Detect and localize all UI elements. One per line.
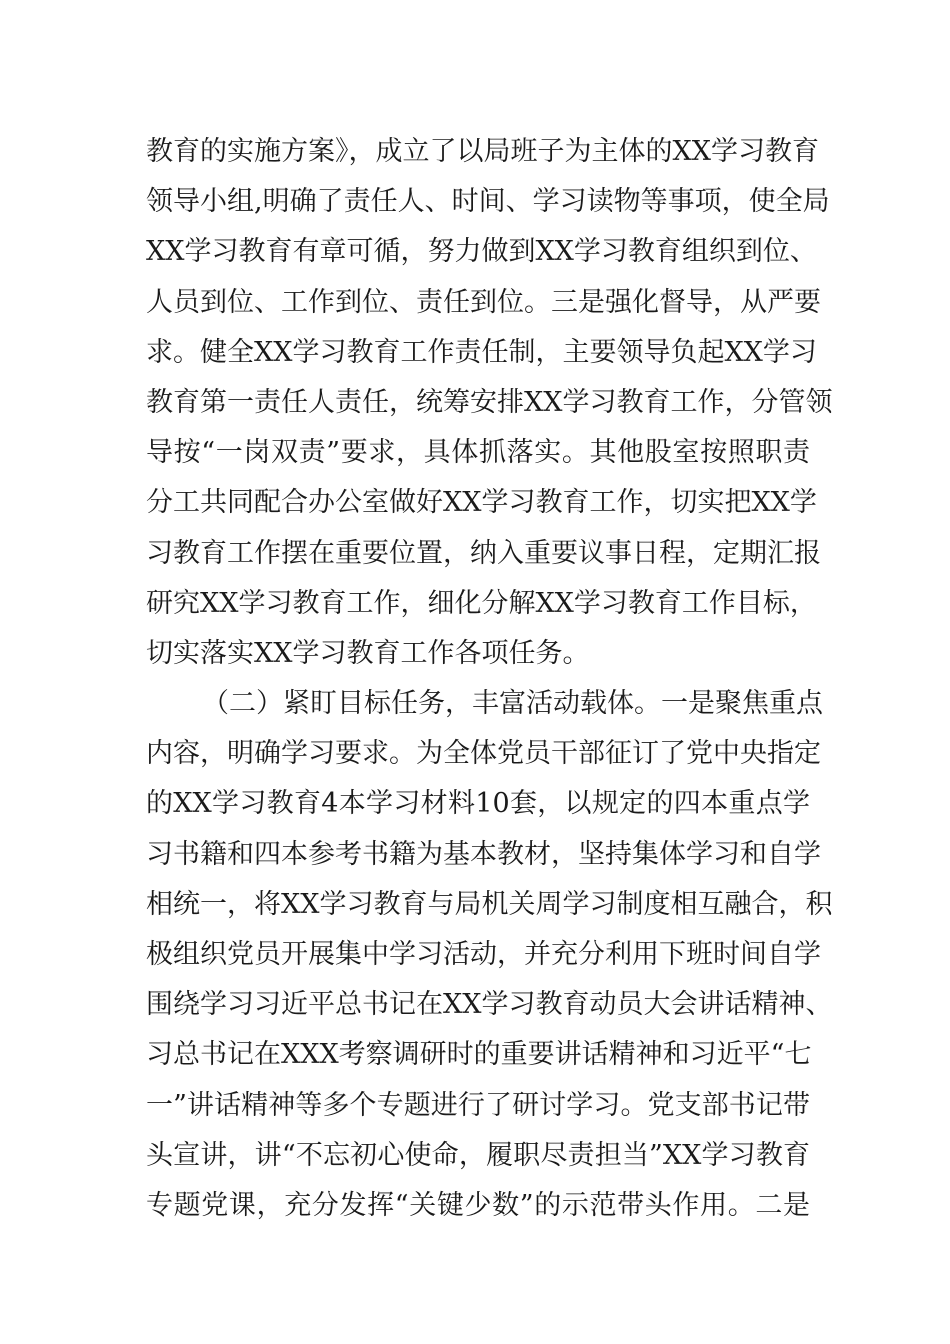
text-line: XX学习教育有章可循，努力做到XX学习教育组织到位、 xyxy=(146,236,817,268)
text-line: 习教育工作摆在重要位置，纳入重要议事日程，定期汇报 xyxy=(146,537,821,569)
text-line: 习书籍和四本参考书籍为基本教材，坚持集体学习和自学 xyxy=(146,838,821,870)
text-line: 围绕学习习近平总书记在XX学习教育动员大会讲话精神、 xyxy=(146,989,833,1021)
text-line: 研究XX学习教育工作，细化分解XX学习教育工作目标， xyxy=(146,587,817,619)
text-line: 切实落实XX学习教育工作各项任务。 xyxy=(146,637,590,669)
paragraph-2 xyxy=(146,679,833,1231)
text-line: 分工共同配合办公室做好XX学习教育工作，切实把XX学 xyxy=(146,487,817,519)
text-line: 相统一，将XX学习教育与局机关周学习制度相互融合，积 xyxy=(146,888,833,920)
text-line: （二）紧盯目标任务，丰富活动载体。一是聚焦重点 xyxy=(202,688,823,720)
text-line: 头宣讲，讲“不忘初心使命，履职尽责担当”XX学习教育 xyxy=(146,1139,810,1171)
text-line: 导按“一岗双责”要求，具体抓落实。其他股室按照职责 xyxy=(146,437,810,469)
text-line: 专题党课，充分发挥“关键少数”的示范带头作用。二是 xyxy=(146,1189,810,1221)
text-line: 求。健全XX学习教育工作责任制，主要领导负起XX学习 xyxy=(146,336,817,368)
text-line: 教育的实施方案》，成立了以局班子为主体的XX学习教育 xyxy=(146,136,819,167)
text-line: 人员到位、工作到位、责任到位。三是强化督导，从严要 xyxy=(146,286,821,318)
text-line: 习总书记在XXX考察调研时的重要讲话精神和习近平“七 xyxy=(146,1039,812,1071)
text-line: 极组织党员开展集中学习活动，并充分利用下班时间自学 xyxy=(146,939,821,970)
text-line: 的XX学习教育4本学习材料10套，以规定的四本重点学 xyxy=(146,788,810,820)
text-line: 内容，明确学习要求。为全体党员干部征订了党中央指定 xyxy=(146,738,821,770)
text-line: 教育第一责任人责任，统筹安排XX学习教育工作，分管领 xyxy=(146,386,833,418)
text-line: 一”讲话精神等多个专题进行了研讨学习。党支部书记带 xyxy=(146,1089,810,1121)
text-line: 领导小组,明确了责任人、时间、学习读物等事项，使全局 xyxy=(146,186,830,218)
paragraph-1 xyxy=(146,127,833,679)
body-text xyxy=(146,127,833,1231)
